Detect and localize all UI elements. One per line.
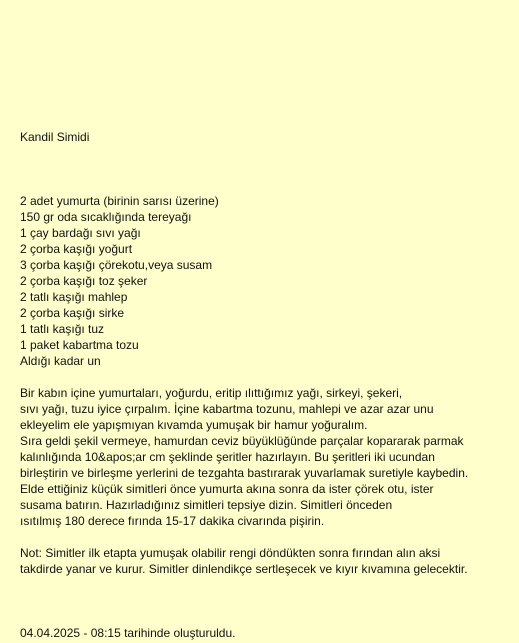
instructions-line: susama batırın. Hazırladığınız simitleri tepsiye dizin. Simitleri önceden [20,498,393,512]
instructions-paragraph [20,385,512,529]
instructions-line: sıvı yağı, tuzu iyice çırpalım. İçine kabartma tozunu, mahlepi ve azar azar unu [20,402,434,416]
note-line: takdirde yanar ve kurur. Simitler dinlendikçe sertleşecek ve kıyır kıvamına gelecektir. [20,562,468,576]
instructions-line: birleştirin ve birleşme yerlerini de tezgahta bastırarak yuvarlamak suretiyle kaybedin. [20,466,469,480]
instructions-line: Elde ettiğiniz küçük simitleri önce yumurta akına sonra da ister çörek otu, ister [20,482,434,496]
ingredient-item: 1 tatlı kaşığı tuz [20,322,105,336]
created-timestamp: 04.04.2025 - 08:15 tarihinde oluşturuldu. [20,626,236,640]
instructions-line: ekleyelim ele yapışmıyan kıvamda yumuşak bir hamur yoğuralım. [20,418,368,432]
instructions-line: Sıra geldi şekil vermeye, hamurdan ceviz büyüklüğünde parçalar kopararak parmak [20,434,464,448]
instructions-line: kalınlığında 10&apos;ar cm şeklinde şeritler hazırlayın. Bu şeritleri iki ucundan [20,450,435,464]
note-line: Not: Simitler ilk etapta yumuşak olabilir rengi döndükten sonra fırından alın aksi [20,546,441,560]
recipe-title: Kandil Simidi [20,130,90,144]
ingredient-item: 1 paket kabartma tozu [20,338,139,352]
ingredient-item: 2 tatlı kaşığı mahlep [20,290,128,304]
ingredient-item: 2 çorba kaşığı yoğurt [20,242,133,256]
ingredient-list [20,193,219,369]
ingredient-item: 1 çay bardağı sıvı yağı [20,226,141,240]
ingredient-item: 2 çorba kaşığı toz şeker [20,274,148,288]
ingredient-item: 150 gr oda sıcaklığında tereyağı [20,210,192,224]
ingredient-item: Aldığı kadar un [20,354,101,368]
instructions-line: ısıtılmış 180 derece fırında 15-17 dakika civarında pişirin. [20,514,325,528]
note-paragraph [20,545,512,577]
ingredient-item: 2 çorba kaşığı sirke [20,306,125,320]
ingredient-item: 3 çorba kaşığı çörekotu,veya susam [20,258,213,272]
recipe-page [20,0,512,643]
ingredient-item: 2 adet yumurta (birinin sarısı üzerine) [20,194,219,208]
instructions-line: Bir kabın içine yumurtaları, yoğurdu, eritip ılıttığımız yağı, sirkeyi, şekeri, [20,386,403,400]
